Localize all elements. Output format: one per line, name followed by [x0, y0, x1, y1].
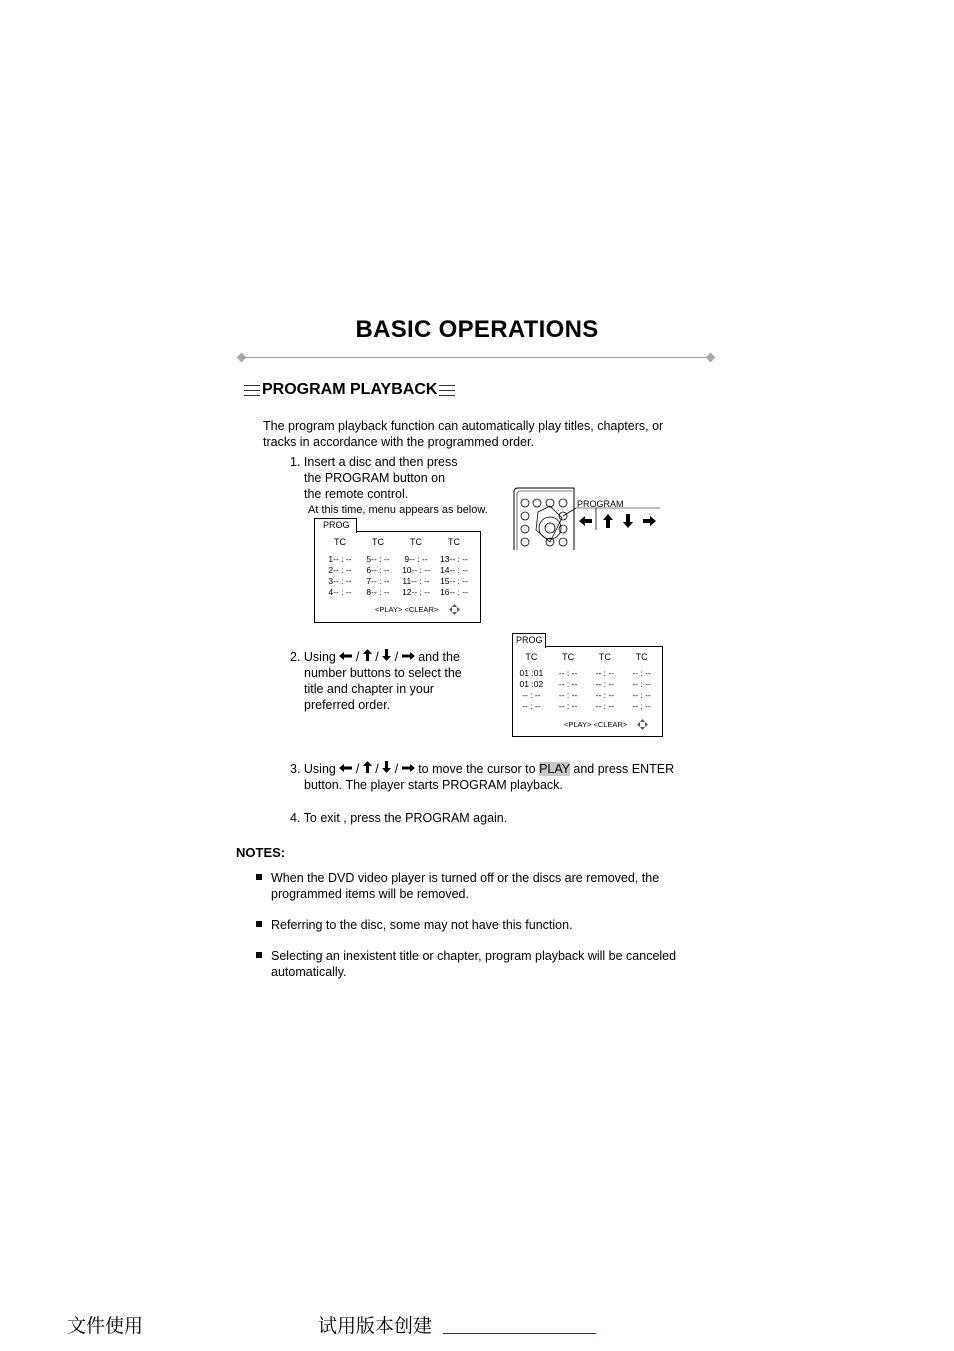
intro-line: tracks in accordance with the programmed order. — [263, 435, 534, 449]
direction-pad-icon — [449, 604, 460, 615]
menu-entry: -- : -- — [522, 701, 541, 711]
note-line: Selecting an inexistent title or chapter, program playback will be canceled — [271, 949, 677, 963]
step-1 — [290, 454, 457, 502]
step-text: and press ENTER — [573, 762, 675, 776]
menu-header: TC — [410, 537, 422, 547]
step-text: / — [355, 762, 360, 776]
down-arrow-icon — [382, 649, 391, 661]
menu-entry: 15-- : -- — [440, 576, 468, 586]
left-arrow-icon — [339, 651, 352, 661]
step-2-line: title and chapter in your — [304, 682, 434, 696]
step-3 — [290, 761, 674, 793]
menu-entry: -- : -- — [522, 690, 541, 700]
menu-header: TC — [562, 652, 575, 662]
step-1-line: the remote control. — [304, 487, 409, 501]
title-divider — [242, 357, 712, 358]
menu-entry: 6-- : -- — [366, 565, 390, 575]
menu-header: TC — [334, 537, 346, 547]
up-arrow-icon — [363, 761, 372, 773]
menu-header-row — [321, 537, 473, 547]
play-highlight: PLAY — [539, 762, 570, 776]
menu-entry: -- : -- — [632, 701, 651, 711]
menu-lines-icon — [244, 385, 260, 396]
right-arrow-icon — [402, 651, 415, 661]
step-text: / — [394, 762, 399, 776]
menu-entry: 2-- : -- — [328, 565, 352, 575]
menu-entry: 8-- : -- — [366, 587, 390, 597]
direction-pad-icon — [637, 719, 648, 730]
menu-footer: <PLAY> <CLEAR> — [375, 605, 439, 614]
down-arrow-icon — [382, 761, 391, 773]
menu-entry: -- : -- — [595, 701, 615, 711]
menu-entry: 9-- : -- — [404, 554, 428, 564]
step-text: and the — [418, 650, 460, 664]
menu-header: TC — [525, 652, 538, 662]
step-2-line: number buttons to select the — [304, 666, 462, 680]
menu-header: TC — [372, 537, 384, 547]
footer-left-text: 文件使用 — [67, 1315, 144, 1337]
menu-entry: -- : -- — [558, 668, 578, 678]
step-text: / — [375, 762, 379, 776]
menu-entries — [321, 554, 473, 597]
note-item — [256, 917, 573, 933]
step-3-line — [290, 761, 674, 777]
note-line: programmed items will be removed. — [271, 887, 469, 901]
bullet-icon — [256, 874, 262, 880]
up-arrow-icon — [363, 649, 372, 661]
note-line: automatically. — [271, 965, 347, 979]
menu-entry: 3-- : -- — [328, 576, 352, 586]
step-1-note: At this time, menu appears as below. — [308, 504, 488, 516]
menu-entry: 10-- : -- — [402, 565, 430, 575]
menu-lines-icon — [439, 385, 455, 396]
right-arrow-icon — [402, 763, 415, 773]
bullet-icon — [256, 952, 262, 958]
step-text: / — [375, 650, 379, 664]
menu-entry: 16-- : -- — [440, 587, 468, 597]
step-2-line — [290, 649, 462, 665]
step-text: 3. Using — [290, 762, 336, 776]
program-menu-empty — [314, 520, 481, 623]
menu-entry: -- : -- — [595, 668, 615, 678]
menu-entry: -- : -- — [558, 690, 578, 700]
step-text: / — [394, 650, 399, 664]
menu-entry: 01 :01 — [519, 668, 544, 678]
arrow-keys-icon — [578, 513, 658, 529]
program-menu-filled — [512, 635, 663, 737]
step-1-line: the PROGRAM button on — [304, 471, 446, 485]
menu-header: TC — [598, 652, 611, 662]
intro-line: The program playback function can automatically play titles, chapters, or — [263, 419, 664, 433]
bullet-icon — [256, 921, 262, 927]
footer-link-underline[interactable] — [443, 1333, 596, 1334]
menu-entry: 01 :02 — [519, 679, 544, 689]
menu-entry: 14-- : -- — [440, 565, 468, 575]
menu-tab: PROG — [314, 518, 357, 533]
intro-paragraph — [263, 418, 663, 450]
program-button-label: PROGRAM — [577, 499, 624, 509]
menu-entry: 13-- : -- — [440, 554, 468, 564]
menu-entry: 5-- : -- — [366, 554, 390, 564]
menu-entries — [513, 668, 660, 711]
section-heading — [242, 381, 457, 399]
page-title: BASIC OPERATIONS — [355, 316, 599, 343]
menu-entry: 4-- : -- — [328, 587, 352, 597]
menu-tab: PROG — [512, 633, 546, 648]
menu-entry: 11-- : -- — [402, 576, 430, 586]
menu-footer: <PLAY> <CLEAR> — [564, 720, 628, 729]
step-2 — [290, 649, 462, 713]
menu-entry: -- : -- — [558, 679, 578, 689]
note-item — [256, 948, 676, 980]
menu-header: TC — [635, 652, 648, 662]
step-text: to move the cursor to — [418, 762, 536, 776]
menu-entry: 7-- : -- — [366, 576, 390, 586]
step-text: / — [355, 650, 360, 664]
step-3-line: button. The player starts PROGRAM playback. — [304, 778, 563, 792]
menu-entry: -- : -- — [595, 679, 615, 689]
notes-heading: NOTES: — [236, 845, 286, 860]
menu-header-row — [513, 652, 660, 662]
section-title: PROGRAM PLAYBACK — [262, 381, 438, 398]
step-text: 2. Using — [290, 650, 336, 664]
menu-entry: 12-- : -- — [402, 587, 430, 597]
step-2-line: preferred order. — [304, 698, 391, 712]
note-item — [256, 870, 659, 902]
menu-entry: -- : -- — [632, 679, 651, 689]
note-line: Referring to the disc, some may not have this function. — [271, 918, 573, 932]
menu-entry: -- : -- — [632, 690, 651, 700]
step-1-line: 1. Insert a disc and then press — [290, 455, 458, 469]
step-4: 4. To exit , press the PROGRAM again. — [290, 811, 508, 825]
left-arrow-icon — [339, 763, 352, 773]
menu-header: TC — [448, 537, 460, 547]
menu-entry: 1-- : -- — [328, 554, 352, 564]
menu-entry: -- : -- — [595, 690, 615, 700]
menu-entry: -- : -- — [632, 668, 651, 678]
menu-entry: -- : -- — [558, 701, 578, 711]
note-line: When the DVD video player is turned off or the discs are removed, the — [271, 871, 660, 885]
footer-mid-text: 试用版本创建 — [318, 1315, 433, 1337]
rule-right-diamond — [706, 353, 716, 363]
